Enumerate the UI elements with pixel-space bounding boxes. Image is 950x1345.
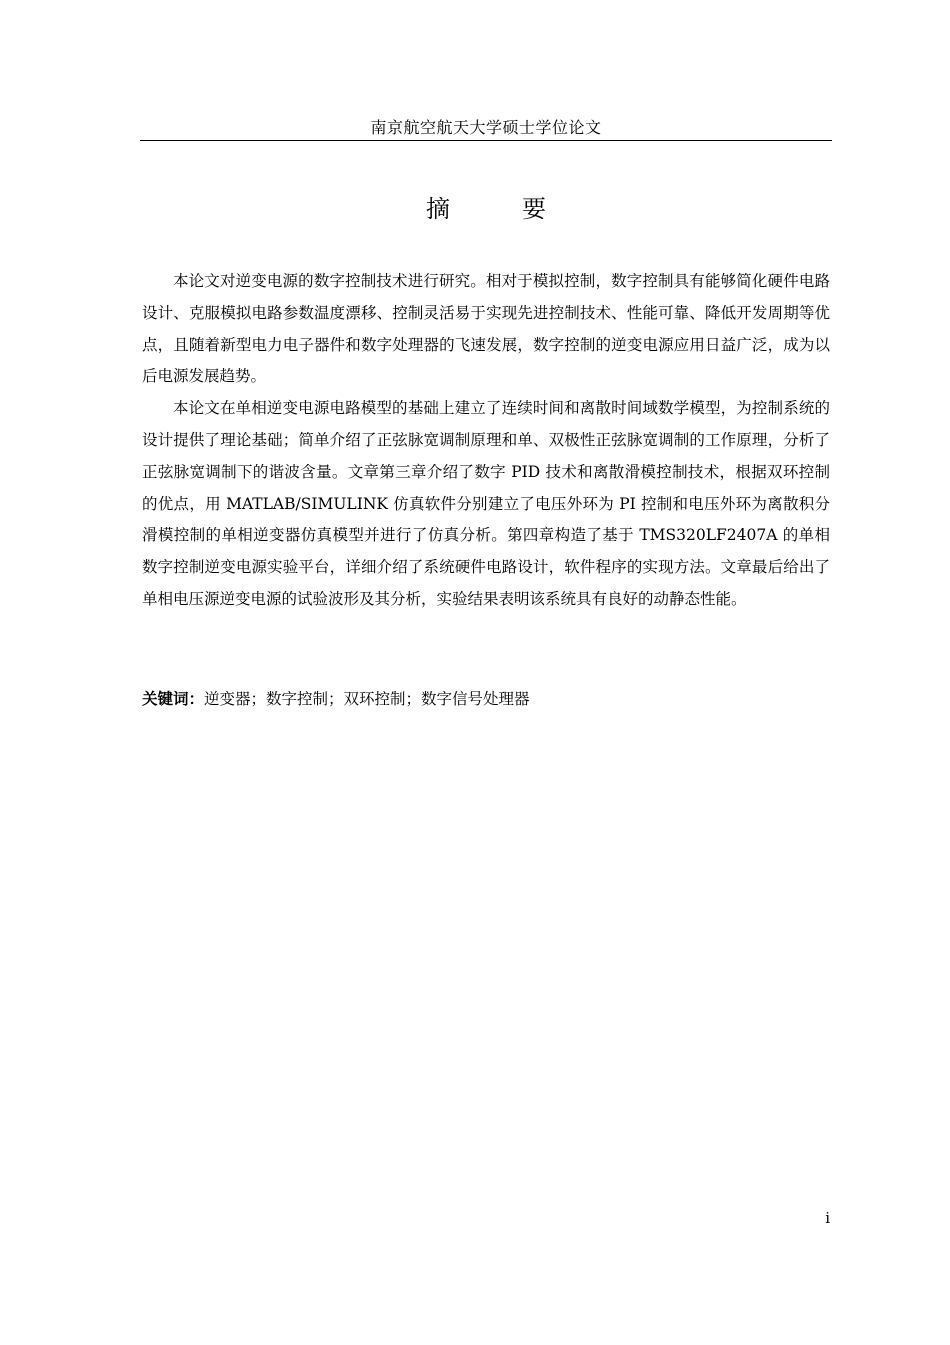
abstract-paragraph-1: 本论文对逆变电源的数字控制技术进行研究。相对于模拟控制，数字控制具有能够简化硬件电路设计、克服模拟电路参数温度漂移、控制灵活易于实现先进控制技术、性能可靠、降低开发周期等优点，且随着新型电力电子器件和数字处理器的飞速发展，数字控制的逆变电源应用日益广泛，成为以后电源发展趋势。	[142, 272, 830, 386]
page-header-title: 南京航空航天大学硕士学位论文	[370, 118, 602, 137]
header-divider	[140, 140, 832, 141]
keywords-line	[142, 683, 830, 716]
abstract-paragraph-2: 本论文在单相逆变电源电路模型的基础上建立了连续时间和离散时间域数学模型，为控制系统的设计提供了理论基础；简单介绍了正弦脉宽调制原理和单、双极性正弦脉宽调制的工作原理，分析了正弦脉宽调制下的谐波含量。文章第三章介绍了数字 PID 技术和离散滑模控制技术，根据双环控制的优点，用 MATLAB/SIMULINK 仿真软件分别建立了电压外环为 PI 控制和电压外环为离散积分滑模控制的单相逆变器仿真模型并进行了仿真分析。第四章构造了基于 TMS320LF2407A 的单相数字控制逆变电源实验平台，详细介绍了系统硬件电路设计，软件程序的实现方法。文章最后给出了单相电压源逆变电源的试验波形及其分析，实验结果表明该系统具有良好的动静态性能。	[142, 399, 830, 608]
keywords-label: 关键词：	[142, 689, 205, 708]
page-number: i	[825, 1209, 830, 1227]
keywords-list: 逆变器；数字控制；双环控制；数字信号处理器	[204, 690, 530, 708]
abstract-heading: 摘 要	[426, 195, 570, 223]
abstract-body	[142, 266, 830, 616]
